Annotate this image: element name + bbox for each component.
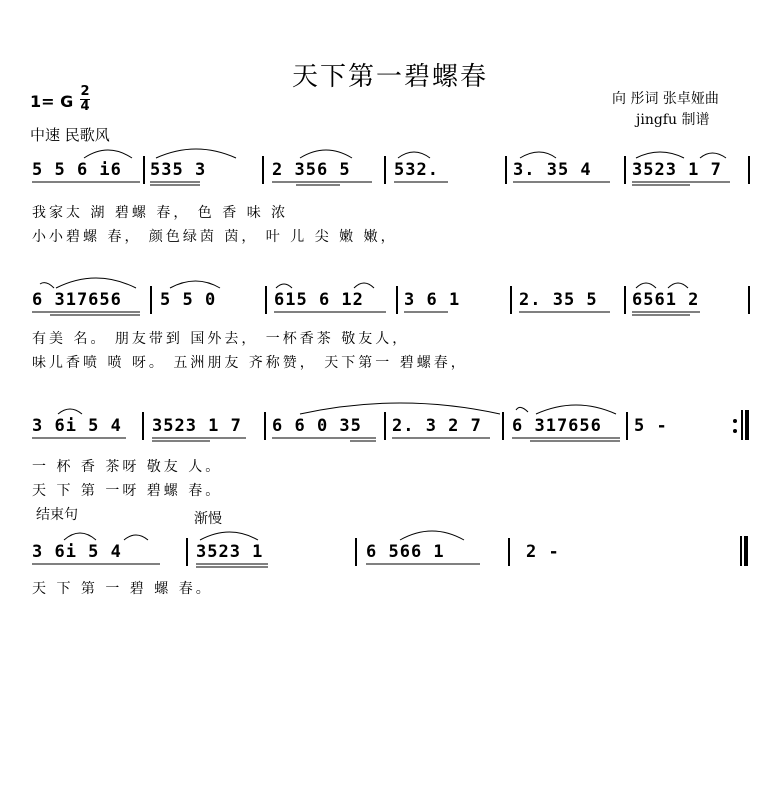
measure: 6 317656: [512, 416, 602, 436]
slur: [84, 150, 132, 158]
measure: 2 356 5: [272, 160, 351, 180]
composer-credit: 向 彤词 张卓娅曲: [612, 91, 719, 107]
slur: [156, 149, 236, 158]
slur: [668, 283, 688, 288]
lyric-line-1: 我家太 湖 碧螺 春， 色 香 味 浓: [32, 205, 289, 221]
measure: 535 3: [150, 160, 207, 180]
slur: [398, 152, 430, 158]
measure: 3. 35 4: [513, 160, 592, 180]
measure: 3523 1: [196, 542, 264, 562]
measure: 6 566 1: [366, 542, 445, 562]
time-signature-top: 2: [80, 84, 90, 99]
slur: [300, 150, 352, 158]
slur: [400, 531, 464, 540]
lyric-line-2: 小小碧螺 春， 颜色绿茵 茵， 叶 儿 尖 嫩 嫩，: [32, 229, 398, 245]
ending-label: 结束句: [36, 507, 78, 523]
slur: [58, 409, 82, 414]
measure: 2 -: [526, 542, 560, 562]
ritardando-label: 渐慢: [194, 511, 222, 527]
measure: 5 5 6 i6: [32, 160, 122, 180]
measure: 3 6i 5 4: [32, 416, 122, 436]
measure: 3 6i 5 4: [32, 542, 122, 562]
slur: [300, 403, 500, 414]
measure: 6561 2: [632, 290, 700, 310]
measure: 2. 3 2 7: [392, 416, 482, 436]
measure: 6 6 0 35: [272, 416, 362, 436]
measure: 3 6 1: [404, 290, 461, 310]
arranger-credit: jingfu 制谱: [636, 112, 710, 128]
slur: [276, 284, 292, 288]
slur: [170, 281, 220, 288]
slur: [200, 532, 258, 540]
slur: [516, 407, 528, 412]
slur: [56, 278, 136, 288]
time-signature-bottom: 4: [80, 99, 90, 114]
slur: [64, 533, 96, 540]
lyric-line-2: 天 下 第 一呀 碧螺 春。: [32, 483, 223, 499]
measure: 532.: [394, 160, 439, 180]
slur: [636, 152, 684, 158]
measure: 5 -: [634, 416, 668, 436]
measure: 615 6 12: [274, 290, 364, 310]
slur: [40, 283, 54, 288]
tempo-marking: 中速 民歌风: [30, 126, 110, 144]
measure: 3523 1 7: [152, 416, 242, 436]
slur: [700, 153, 726, 158]
measure: 3523 1 7: [632, 160, 722, 180]
lyric-line-2: 味儿香喷 喷 呀。 五洲朋友 齐称赞， 天下第一 碧螺春，: [32, 355, 468, 371]
key-signature: 1= G: [30, 92, 74, 111]
slur: [536, 405, 616, 414]
measure: 2. 35 5: [519, 290, 598, 310]
lyric-line-1: 一 杯 香 茶呀 敬友 人。: [32, 459, 223, 475]
lyric-line-1: 有美 名。 朋友带到 国外去， 一杯香茶 敬友人，: [32, 331, 410, 347]
slur: [636, 283, 656, 288]
slur: [520, 152, 556, 158]
slur: [354, 283, 374, 288]
lyric-line-1: 天 下 第 一 碧 螺 春。: [32, 581, 213, 597]
measure: 5 5 0: [160, 290, 217, 310]
slur: [124, 535, 148, 540]
measure: 6 317656: [32, 290, 122, 310]
page-title: 天下第一碧螺春: [291, 62, 488, 92]
